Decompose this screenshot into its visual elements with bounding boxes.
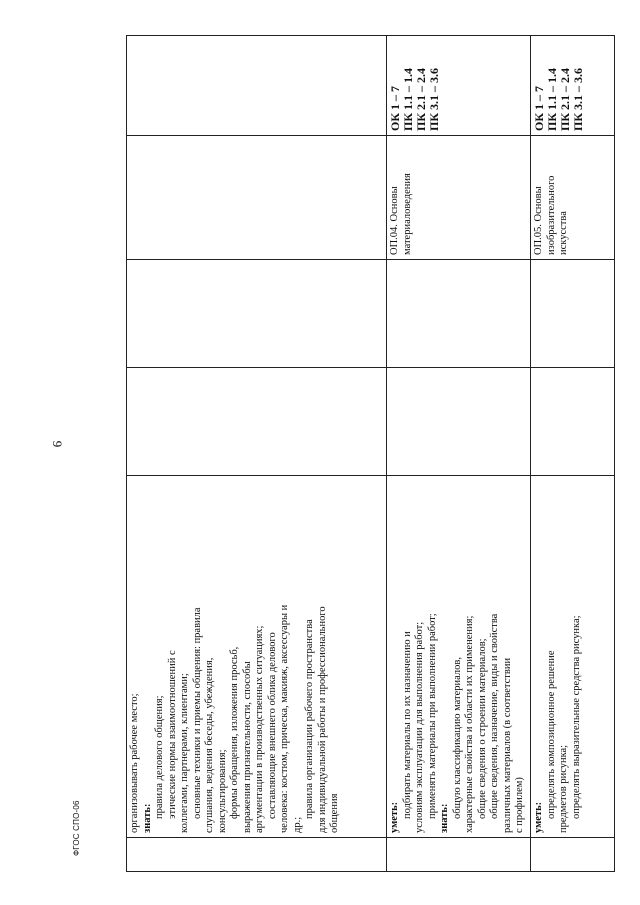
competence-code: ОК 1 – 7 (388, 85, 402, 131)
content-line: характерные свойства и области их применения; (464, 615, 475, 833)
content-line: различных материалов (в соответствии (501, 657, 513, 833)
content-line: слушания, ведения беседы, убеждения, (204, 657, 215, 833)
competence-code: ПК 2.1 – 2.4 (558, 67, 572, 131)
content-line: определять композиционное решение (545, 650, 557, 819)
curriculum-table-sheet (126, 36, 614, 872)
content-line: коллегами, партнерами, клиентами; (179, 673, 190, 833)
content-line: для индивидуальной работы и профессионального (316, 606, 328, 833)
content-line: знать: (141, 803, 153, 833)
content-line: консультирования; (216, 749, 228, 833)
footer-code: ФГОС СПО-06 (72, 800, 81, 856)
content-line: выражения признательности, способы (241, 661, 253, 833)
content-line: формы обращения, изложения просьб, (229, 646, 240, 819)
table-row (127, 36, 387, 872)
content-line: организовывать рабочее место; (129, 693, 140, 833)
content-cell (387, 476, 531, 838)
content-line: правила организации рабочего пространства (304, 619, 315, 819)
content-line: основные техники и приемы общения: правила (191, 607, 203, 819)
discipline-cell (531, 136, 615, 260)
content-line: правила делового общения; (154, 695, 165, 819)
content-line: знать: (439, 803, 450, 833)
table-row (387, 36, 531, 872)
content-line: общие сведения о строении материалов; (476, 638, 488, 819)
content-cell (531, 476, 615, 838)
content-line: определять выразительные средства рисунка; (570, 615, 582, 819)
content-line: этические нормы взаимоотношений с (166, 650, 178, 819)
content-line: общие сведения, назначение, виды и свойства (489, 613, 500, 819)
competence-code: ПК 2.1 – 2.4 (414, 67, 428, 131)
discipline-line: искусства (558, 211, 569, 255)
hours-cell-2 (531, 260, 615, 368)
content-line: с профилем) (514, 777, 525, 833)
content-line: аргументации в производственных ситуациях; (254, 625, 265, 833)
index-cell (127, 838, 387, 872)
content-line: др.; (291, 816, 303, 833)
content-line: подбирать материалы по их назначению и (401, 631, 413, 819)
competence-code: ОК 1 – 7 (532, 85, 546, 131)
discipline-line: изобразительного (545, 175, 557, 255)
competence-cell (127, 36, 387, 136)
hours-cell-2 (127, 260, 387, 368)
competence-code: ПК 1.1 – 1.4 (545, 67, 559, 131)
discipline-cell (127, 136, 387, 260)
table-row (531, 36, 615, 872)
hours-cell-2 (387, 260, 531, 368)
competence-cell (531, 36, 615, 136)
index-cell (387, 838, 531, 872)
discipline-cell (387, 136, 531, 260)
content-cell (127, 476, 387, 838)
hours-cell (531, 368, 615, 476)
discipline-line: материаловедения (401, 173, 413, 255)
page-number: 9 (50, 440, 65, 448)
content-line: применять материалы при выполнении работ; (426, 613, 438, 819)
hours-cell (127, 368, 387, 476)
content-line: человека: костюм, прическа, макияж, аксессуары и (279, 604, 290, 833)
content-line: уметь: (389, 801, 400, 833)
content-line: составляющие внешнего облика делового (266, 632, 278, 819)
discipline-line: ОП.04. Основы (389, 186, 400, 255)
discipline-line: ОП.05. Основы (533, 186, 544, 255)
content-line: условиям эксплуатации для выполнения работ; (414, 621, 425, 833)
competence-code: ПК 1.1 – 1.4 (401, 67, 415, 131)
content-line: предметов рисунка; (558, 744, 569, 833)
competence-code: ПК 3.1 – 3.6 (571, 67, 585, 131)
content-line: общую классификацию материалов, (451, 657, 463, 819)
index-cell (531, 838, 615, 872)
hours-cell (387, 368, 531, 476)
competence-code: ПК 3.1 – 3.6 (427, 67, 441, 131)
content-line: уметь: (533, 801, 544, 833)
curriculum-table (126, 35, 615, 872)
competence-cell (387, 36, 531, 136)
content-line: общения (329, 793, 340, 833)
